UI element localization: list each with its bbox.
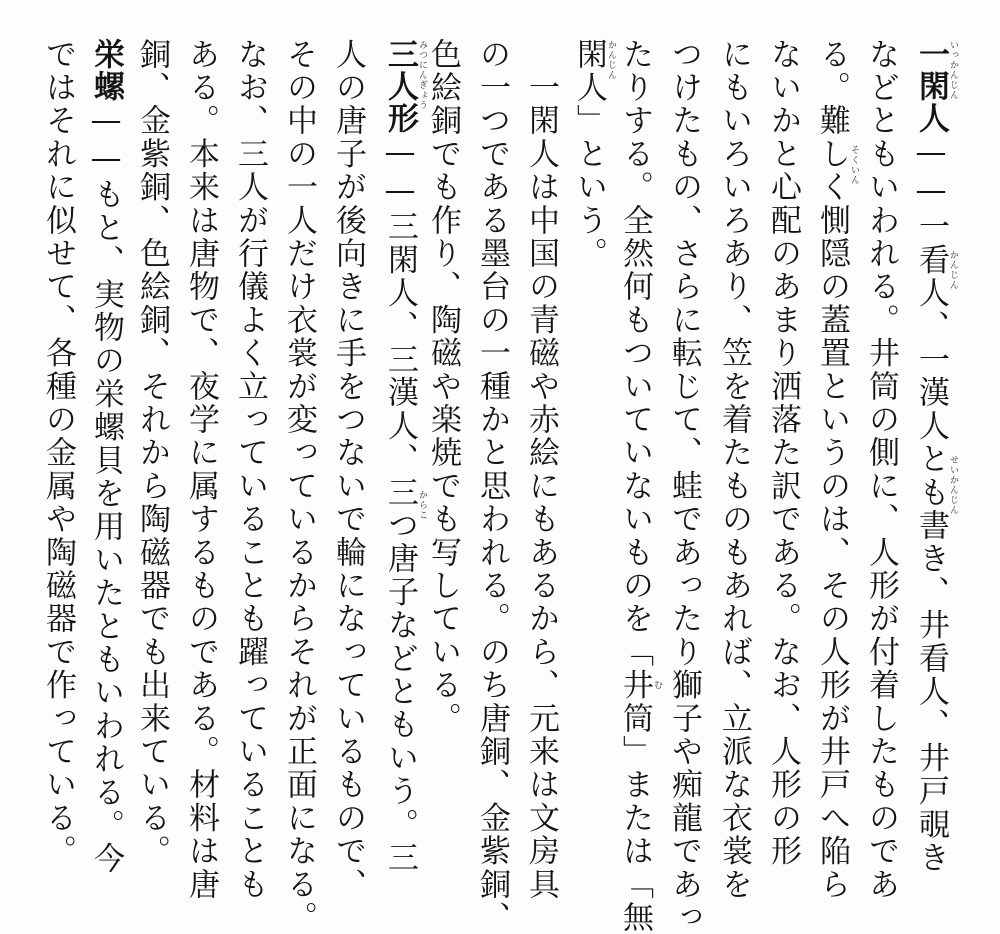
column-text: にもいろいろあり、笠を着たものもあれば、立派な衣裳を <box>716 38 752 902</box>
column-text: 銅、金紫銅、色絵銅、それから陶磁器でも出来ている。 <box>134 38 170 868</box>
text-column <box>382 38 418 875</box>
column-text: たりする。全然何もついていないものを「井筒」または「無 <box>617 38 653 934</box>
text-column <box>913 38 949 875</box>
entry-heading: 栄螺 <box>88 38 124 102</box>
text-column <box>425 38 461 736</box>
text-column <box>765 38 801 868</box>
column-text: などともいわれる。井筒の側に、人形が付着したものであ <box>863 38 899 902</box>
furigana: いっかんじん <box>948 40 958 100</box>
column-text: 一閑人は中国の青磁や赤絵にもあるから、元来は文房具 <box>523 38 559 902</box>
column-text: の一つである墨台の一種かと思われる。のち唐銅、金紫銅、 <box>474 38 510 934</box>
text-column <box>134 38 170 868</box>
entry-heading: 一閑人 <box>913 38 949 134</box>
text-column <box>232 38 268 902</box>
column-text: 閑人」という。 <box>571 38 607 271</box>
furigana: せいかんじん <box>948 455 958 515</box>
furigana: む <box>652 680 662 690</box>
column-text: 人の唐子が後向きに手をつないで輪になっているもので、 <box>330 38 366 902</box>
entry-heading: 三人形 <box>382 38 418 134</box>
column-text: その中の一人だけ衣裳が変っているからそれが正面になる。 <box>281 38 317 934</box>
column-text: る。難しく惻隠の蓋置というのは、その人形が井戸へ陥ら <box>814 38 850 902</box>
text-column <box>814 38 850 902</box>
text-column <box>523 38 559 902</box>
column-text: なお、三人が行儀よく立っていることも躍っていることも <box>232 38 268 902</box>
column-text: ある。本来は唐物で、夜学に属するものである。材料は唐 <box>183 38 219 902</box>
furigana: かんじん <box>948 250 958 290</box>
furigana: かんじん <box>606 40 616 80</box>
text-column <box>330 38 366 902</box>
text-column <box>281 38 317 934</box>
text-column <box>716 38 752 902</box>
text-column <box>183 38 219 902</box>
column-text: 色絵銅でも作り、陶磁や楽焼でも写している。 <box>425 38 461 736</box>
text-column <box>571 38 607 271</box>
text-column <box>617 38 653 934</box>
furigana: そくいん <box>849 145 859 185</box>
column-text: ——一看人、一漢人とも書き、井看人、井戸覗き <box>913 134 949 875</box>
furigana: みつにんぎょう <box>417 40 427 110</box>
text-column <box>863 38 899 902</box>
text-column <box>40 38 76 868</box>
column-text: つけたもの、さらに転じて、蛙であったり獅子や痴龍であっ <box>666 38 702 934</box>
column-text: ないかと心配のあまり洒落た訳である。なお、人形の形 <box>765 38 801 868</box>
column-text: ではそれに似せて、各種の金属や陶磁器で作っている。 <box>40 38 76 868</box>
text-column <box>474 38 510 934</box>
column-text: ——もと、実物の栄螺貝を用いたともいわれる。今 <box>88 102 124 876</box>
furigana: からこ <box>417 490 427 520</box>
column-text: ——三閑人、三漢人、三つ唐子などともいう。三 <box>382 134 418 875</box>
text-column <box>666 38 702 934</box>
